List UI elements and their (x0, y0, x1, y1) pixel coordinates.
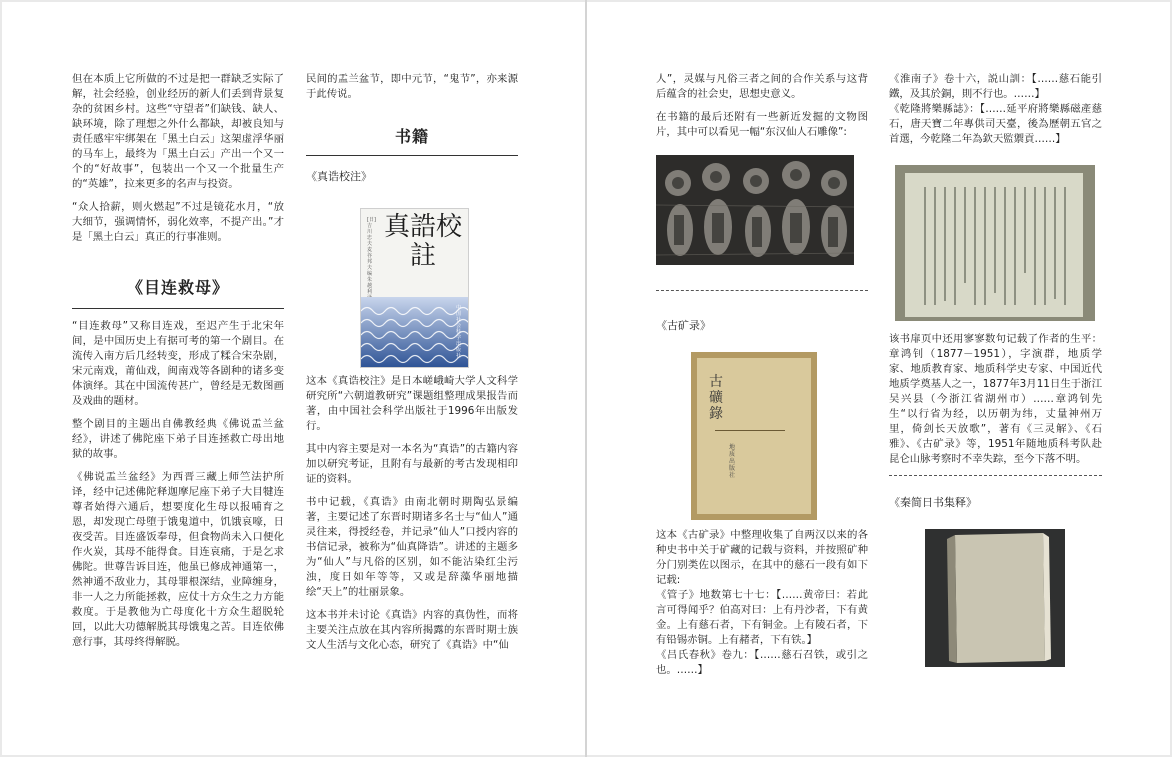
book-page-photo (895, 165, 1095, 321)
book-photo (925, 529, 1065, 667)
paragraph: “目连救母”又称目连戏，至迟产生于北宋年间，是中国历史上有据可考的第一个剧目。在流传入南方后几经转变，形成了糅合宋杂剧，宋元南戏，莆仙戏，闽南戏等各剧种的诸多变体演绎。其在中国流传甚广，曾经是无数图画及戏曲的题材。 (72, 320, 284, 407)
section-rule (72, 308, 284, 309)
quote-lvshi-chunqiu: 《吕氏春秋》卷九：【……慈石召铁，或引之也。……】 (656, 649, 868, 676)
dashed-divider (889, 475, 1102, 476)
paragraph: 民间的盂兰盆节，即中元节，“鬼节”，亦来源于此传说。 (306, 73, 518, 100)
section-title-books: 书籍 (394, 127, 429, 146)
left-page-column-1 (72, 72, 284, 658)
quote-guanzi: 《管子》地数第七十七：【……黄帝曰：若此言可得闻乎？伯高对曰：上有丹沙者，下有黄金。上有慈石者，下有铜金。上有陵石者，下有铅锡赤铜。上有赭者，下有铁。】 (656, 589, 868, 646)
paragraph: 《佛说盂兰盆经》为西晋三藏上师竺法护所译，经中记述佛陀释迦摩尼座下弟子大目犍连尊者始得六通后，想要度化生母以报哺育之恩，却发现亡母堕于饿鬼道中，饥饿哀嚎，日夜受苦。目连盛饭奉母，但食物尚未入口便化作火炭，其母不能得食。目连哀痛，于是乞求佛陀。世尊告诉目连，他虽已修成神通第一，然神通不敌业力，其母罪根深结，业障缠身，非一人之力所能拯救，应仗十方众生之力方能救度。于是教他为亡母度化十方众生超脱轮回，以此大功德解脱其母饿鬼之苦。目连依佛意行事，其母终得解脱。 (72, 471, 284, 648)
photo-page (905, 173, 1083, 317)
book-title-gukuanglu: 《古矿录》 (656, 319, 711, 332)
section-rule (306, 155, 518, 156)
cover-wave-pattern (361, 297, 468, 367)
cover-rule (715, 430, 785, 431)
right-page (587, 2, 1170, 755)
left-page (2, 2, 585, 755)
stone-relief-image (656, 155, 854, 265)
book-title-qinjian-rishu: 《秦简日书集释》 (889, 496, 977, 509)
cover-title: 古礦錄 (709, 374, 723, 422)
paragraph: 人”，灵媒与凡俗三者之间的合作关系与这背后蕴含的社会史，思想史意义。 (656, 73, 868, 100)
photo-text-lines (905, 173, 1083, 317)
dashed-divider (656, 290, 868, 291)
paragraph: 整个剧目的主题出自佛教经典《佛说盂兰盆经》，讲述了佛陀座下弟子目连拯救亡母出地狱的故事。 (72, 418, 284, 460)
paragraph: 这本书并未讨论《真诰》内容的真伪性，而将主要关注点放在其内容所揭露的东晋时期士族文人生活与文化心态，研究了《真诰》中“仙 (306, 609, 518, 651)
stone-relief-figures (656, 155, 854, 265)
paragraph: 这本《古矿录》中整理收集了自两汉以来的各种史书中关于矿藏的记载与资料，并按照矿种分门别类佐以图示，在其中的慈石一段有如下记载: (656, 529, 868, 586)
paragraph: “众人拾薪，则火燃起”不过是镜花水月，“放大细节，强调情怀，弱化效率，不提产出。”才是「黑土白云」真正的行事准则。 (72, 201, 284, 243)
book-cover-image-zhengao (360, 208, 469, 368)
paragraph: 其中内容主要是对一本名为“真诰”的古籍内容加以研究考证，且附有与最新的考古发现相印证的资料。 (306, 443, 518, 485)
book-title-zhengao: 《真诰校注》 (306, 170, 372, 183)
paragraph: 这本《真诰校注》是日本嵯峨崎大学人文科学研究所“六朝道教研究”课题组整理成果报告而著，由中国社会科学出版社于1996年出版发行。 (306, 375, 518, 432)
cover-publisher: 中国社会科学出版社 (456, 305, 462, 359)
cover-side-text: [日]吉川忠夫 麦谷邦夫 编 朱越利 (367, 217, 376, 295)
book-cover-image-gukuanglu (691, 352, 817, 520)
section-title-mulian: 《目连救母》 (126, 278, 229, 297)
quote-huainanzi: 《淮南子》卷十六，説山訓：【……慈石能引鐵，及其於銅，則不行也。……】 (889, 73, 1102, 100)
paragraph: 书中记载，《真诰》由南北朝时期陶弘景编著，主要记述了东晋时期诸多名士与“仙人”通灵往来，得授经卷，并记录“仙人”口授内容的书信记录，被称为“仙真降诰”。讲述的主题多为“仙人”与凡俗的区别，如不能沾染红尘污浊，度日如年等等，又或是辞藻华丽地描绘“天上”的壮丽景象。 (306, 496, 518, 598)
paragraph: 该书扉页中还用寥寥数句记载了作者的生平：章鸿钊（1877－1951），字演群，地质学家、地质教育家、地质科学史专家、中国近代地质学奠基人之一，1877年3月11日生于浙江吴兴县（今浙江省湖州市）……章鸿钊先生“以行省为经，以历朝为纬，丈量神州万里，倚剑长天放歌”，著有《三灵解》、《石雅》、《古矿录》等，1951年随地质科考队赴昆仑山脉考察时不幸失踪，至今下落不明。 (889, 333, 1102, 465)
paragraph: 但在本质上它所做的不过是把一群缺乏实际了解，社会经验，创业经历的新人们丢到背景复杂的贫困乡村。这些“守望者”们缺钱、缺人、缺环境，除了理想之外什么都缺，却被良知与责任感牢牢绑架在「黑土白云」这架虚浮华丽的马车上，最终为「黑土白云」产出一个又一个的“好故事”，包装出一个又一个批量生产的“英雄”，拉来更多的名声与投资。 (72, 73, 284, 190)
book-cover-image-qinjian-rishu (925, 529, 1065, 667)
quote-jiangle-gazetteer: 《乾隆將樂縣誌》：【……延平府將樂縣磁產慈石，唐天寶二年專供司天臺，後為歷朝五官之首選，今乾隆二年為欽天監禦貢……】 (889, 103, 1102, 145)
paragraph: 在书籍的最后还附有一些新近发掘的文物图片，其中可以看见一幅“东汉仙人石雕像”: (656, 111, 868, 138)
cover-publisher: 地质出版社 (729, 444, 736, 479)
cover-title: 真誥校註 (383, 212, 462, 271)
